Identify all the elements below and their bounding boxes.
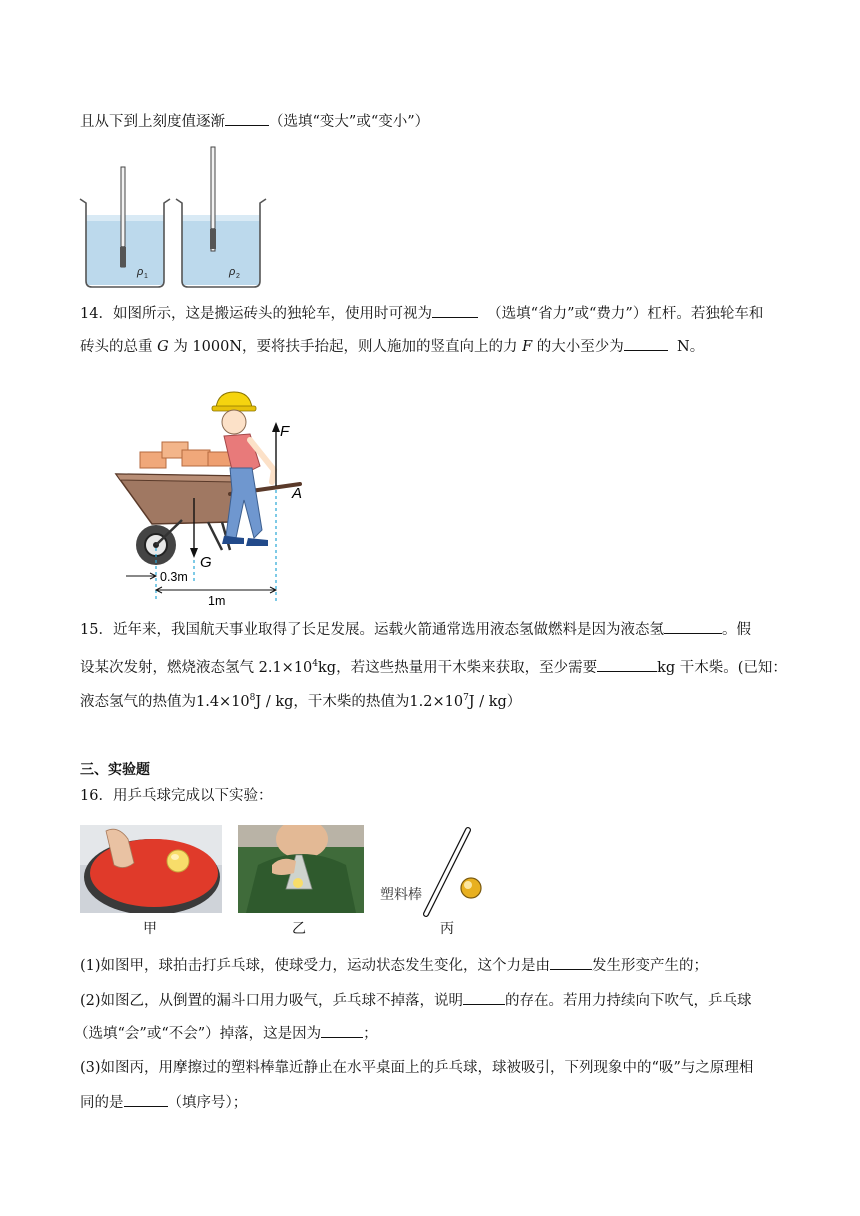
q14-text-1b: （选填“省力”或“费力”）杠杆。若独轮车和 (487, 306, 764, 322)
q16-p1a: (1)如图甲，球拍击打乒乓球，使球受力，运动状态发生变化，这个力是由 (80, 958, 551, 974)
q15-text-3c: J / kg） (468, 693, 522, 710)
bricks (140, 442, 232, 468)
rho1-label: ρ (137, 266, 144, 278)
q15-text-2a: 设某次发射，燃烧液态氢气 2.1×10 (80, 659, 313, 676)
beaker-2 (176, 147, 266, 287)
answer-blank[interactable] (463, 990, 505, 1005)
q15-line-3 (80, 688, 521, 712)
q16-part-3 (80, 1058, 753, 1078)
q16-p2a: (2)如图乙，从倒置的漏斗口用力吸气，乒乓球不掉落，说明 (80, 993, 464, 1009)
answer-blank[interactable] (225, 111, 269, 126)
figure-bing (376, 826, 492, 918)
beakers-figure (78, 143, 278, 291)
fig-label-F: F (280, 423, 290, 440)
q14-line-2 (80, 336, 704, 357)
q16-p1b: 发生形变产生的； (592, 958, 709, 974)
q14-text-2c: 的大小至少为 (536, 339, 624, 355)
q15-text-3b: J / kg，干木柴的热值为1.2×10 (255, 693, 464, 710)
q15-line-1 (80, 619, 751, 640)
q16-part-2-cont (74, 1023, 378, 1044)
q15-line-2 (80, 654, 787, 678)
var-G: G (157, 339, 169, 355)
answer-blank[interactable] (624, 336, 668, 351)
q15-text-2b: kg，若这些热量用干木柴来获取，至少需要 (318, 659, 598, 676)
photo-jia (80, 825, 222, 913)
q16-p3a: (3)如图丙，用摩擦过的塑料棒靠近静止在水平桌面上的乒乓球，球被吸引，下列现象中的“吸”与之原理相 (80, 1060, 754, 1076)
q15-exp-4: 4 (312, 659, 319, 669)
answer-blank[interactable] (432, 303, 478, 318)
q16-p3b: 同的是 (80, 1095, 124, 1111)
answer-blank[interactable] (550, 955, 592, 970)
rho2-sub: 2 (236, 273, 240, 280)
q14-text-1a: 14．如图所示，这是搬运砖头的独轮车，使用时可视为 (80, 306, 432, 322)
answer-blank[interactable] (597, 657, 657, 672)
q15-exp-8: 8 (249, 693, 256, 703)
photo-yi (238, 825, 364, 913)
q16-p2c: （选填“会”或“不会”）掉落，这是因为 (74, 1026, 322, 1042)
q15-text-3a: 液态氢气的热值为1.4×10 (80, 693, 250, 710)
caption-yi: 乙 (292, 921, 306, 937)
caption-bing: 丙 (440, 921, 454, 937)
q15-text-1a: 15．近年来，我国航天事业取得了长足发展。运载火箭通常选用液态氢做燃料是因为液态氢 (80, 622, 664, 638)
q13-text-after: （选填“变大”或“变小”） (269, 114, 430, 130)
q14-text-2b: 为 1000N，要将扶手抬起，则人施加的竖直向上的力 (173, 339, 518, 355)
answer-blank[interactable] (124, 1092, 168, 1107)
q16-part-2 (80, 990, 752, 1011)
q15-text-2c: kg 干木柴。(已知： (657, 659, 787, 676)
q13-fill-line (80, 111, 429, 132)
fig-label-G: G (200, 554, 212, 571)
wheelbarrow-figure (112, 390, 308, 608)
beaker-1 (80, 167, 170, 287)
rho1-sub: 1 (144, 273, 148, 280)
fig-label-A: A (292, 485, 303, 502)
rho2-label: ρ (229, 266, 236, 278)
answer-blank[interactable] (321, 1023, 363, 1038)
q15-exp-7: 7 (463, 693, 469, 703)
q16-part-1 (80, 955, 708, 976)
fig-dim-0.3m: 0.3m (160, 570, 188, 584)
q16-p3c: （填序号）； (167, 1095, 248, 1111)
var-F: F (522, 339, 533, 355)
q13-text-before: 且从下到上刻度值逐渐 (80, 114, 225, 130)
section-title: 三、实验题 (80, 762, 150, 778)
q14-line-1 (80, 303, 763, 324)
q16-intro: 16．用乒乓球完成以下实验： (80, 788, 273, 804)
answer-blank[interactable] (664, 619, 722, 634)
q15-text-1b: 。假 (721, 622, 751, 638)
q16-p2d: ； (363, 1026, 378, 1042)
caption-jia: 甲 (143, 921, 157, 937)
rod-label: 塑料棒 (380, 886, 422, 902)
fig-dim-1m: 1m (208, 594, 226, 608)
q14-unit: N。 (677, 339, 705, 355)
q14-text-2a: 砖头的总重 (80, 339, 153, 355)
q16-part-3-cont (80, 1092, 247, 1113)
q16-p2b: 的存在。若用力持续向下吹气，乒乓球 (505, 993, 752, 1009)
